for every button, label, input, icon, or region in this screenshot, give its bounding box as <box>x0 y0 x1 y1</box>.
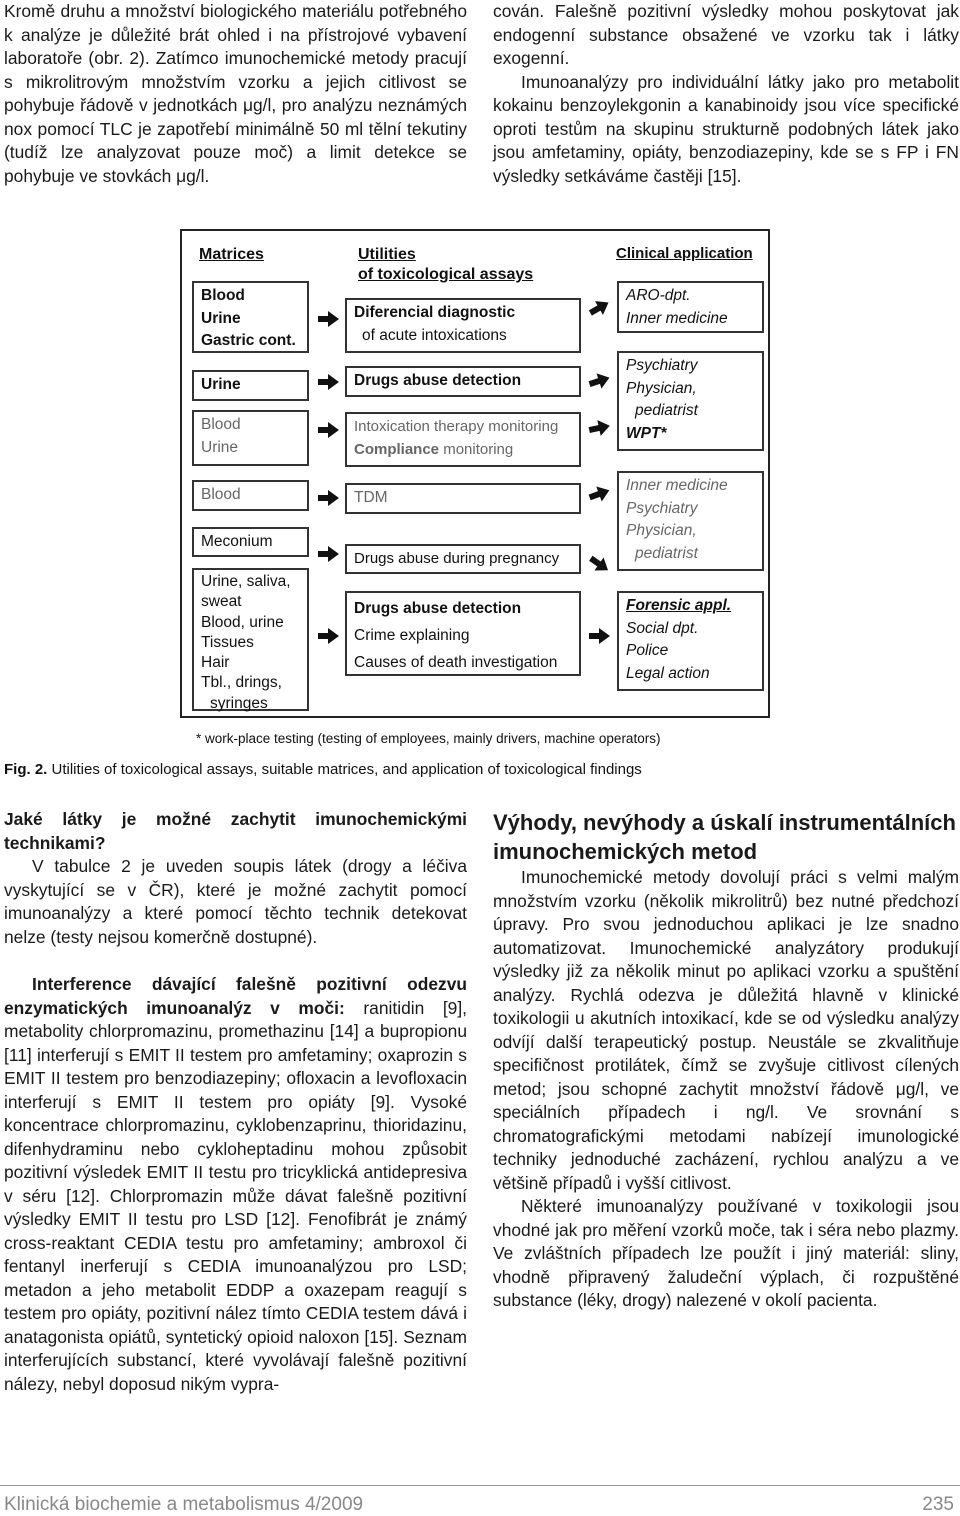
utility-box: Drugs abuse during pregnancy <box>345 544 581 574</box>
footer-divider <box>0 1485 960 1486</box>
matrix-box: Urine, saliva, sweat Blood, urine Tissues Hair Tbl., drings, syringes <box>192 568 309 711</box>
right-arrow-icon <box>585 481 614 506</box>
paragraph: V tabulce 2 je uveden soupis látek (drogy a léčiva vyskytující se v ČR), které je možné zachytit pomocí imunoanalýzy a které pomocí těchto technik detekovat nelze (testy nejsou komerčně dostupné). <box>4 856 467 947</box>
right-arrow-icon <box>316 627 340 645</box>
utility-box: TDM <box>345 483 581 514</box>
top-left-column <box>4 0 467 188</box>
matrix-box: Blood Urine <box>192 410 309 466</box>
top-right-column <box>493 0 959 188</box>
right-arrow-icon <box>587 627 611 645</box>
footer-journal: Klinická biochemie a metabolismus 4/2009 <box>4 1494 364 1515</box>
paragraph: Interference dávající falešně pozitivní odezvu enzymatických imunoanalýz v moči: ranitidin [9], metabolity chlorpromazinu, promethazinu [14] a bupropionu [11] interferují s EMIT II testem pro amfetaminy; oxaprozin s EMIT II testem pro benzodiazepiny; ofloxacin a levofloxacin interferují s EMIT II testem pro opiáty [9]. Vysoké koncentrace chlorpromazinu, cyklobenzaprinu, thioridazinu, difenhydraminu nebo cykloheptadinu mohou způsobit pozitivní výsledek EMIT II testu pro tricyklická antidepresiva v séru [12]. Chlorpromazin může dávat falešně pozitivní výsledky EMIT II testu pro LSD [12]. Fenofibrát je známý cross-reaktant CEDIA testu pro amfetaminy; ambroxol či fentanyl inerferují s CEDIA imunoanalýzou pro LSD; metadon a jeho metabolit EDDP a oxazepam reagují s testem pro opiáty, pozitivní nález tímto CEDIA testem dává i anatagonista opiátů, syntetický opioid naloxon [15]. Seznam interferujících substancí, které vyvolávají falešně pozitivní nálezy, nebyl doposud nikým vypra- <box>4 974 468 1394</box>
right-arrow-icon <box>316 310 340 328</box>
bottom-right-column <box>493 808 959 1313</box>
page-number: 235 <box>922 1494 954 1515</box>
matrix-box: Meconium <box>192 527 309 557</box>
utilities-header: Utilities of toxicological assays <box>358 246 534 283</box>
clinical-box: Psychiatry Physician, pediatrist WPT* <box>617 351 764 451</box>
paragraph: Imunoanalýzy pro individuální látky jako pro metabolit kokainu benzoylekgonin a kanabinoidy jsou více specifické oproti testům na skupinu strukturně podobných látek jako jsou amfetaminy, opiáty, benzodiazepiny, kde se s FP i FN výsledky setkáváme častěji [15]. <box>493 71 959 186</box>
right-arrow-icon <box>585 369 613 394</box>
figure-caption: Fig. 2. Utilities of toxicological assays, suitable matrices, and application of toxicological findings <box>4 761 642 778</box>
matrix-box: Blood <box>192 480 309 511</box>
figure-footnote: * work-place testing (testing of employees, mainly drivers, machine operators) <box>196 731 661 746</box>
utility-box: Diferencial diagnostic of acute intoxications <box>345 298 581 353</box>
right-arrow-icon <box>316 489 340 507</box>
matrices-header: Matrices <box>199 246 264 263</box>
matrix-box: Blood Urine Gastric cont. <box>192 281 309 353</box>
matrix-box: Urine <box>192 370 309 401</box>
section-heading: Výhody, nevýhody a úskalí instrumentálních imunochemických metod <box>493 810 956 864</box>
paragraph: cován. Falešně pozitivní výsledky mohou poskytovat jak endogenní substance obsažené ve vzorku tak i látky exogenní. <box>493 1 959 68</box>
bottom-left-column <box>4 808 467 1396</box>
clinical-box: Inner medicine Psychiatry Physician, pediatrist <box>617 471 764 571</box>
clinical-box: ARO-dpt. Inner medicine <box>617 281 764 333</box>
clinical-box: Forensic appl. Social dpt. Police Legal action <box>617 591 764 691</box>
paragraph: Některé imunoanalýzy používané v toxikologii jsou vhodné jak pro měření vzorků moče, tak i séra nebo plazmy. Ve zvláštních případech lze použít i jiný materiál: sliny, vhodně připravený žaludeční výplach, či rozpuštěné substance (léky, drogy) nalezené v okolí pacienta. <box>493 1196 959 1310</box>
right-arrow-icon <box>316 545 340 563</box>
question-heading: Jaké látky je možné zachytit imunochemickými technikami? <box>4 809 467 853</box>
utility-box: Intoxication therapy monitoring Compliance monitoring <box>345 412 581 467</box>
right-arrow-icon <box>316 373 340 391</box>
clinical-header: Clinical application <box>616 245 753 262</box>
right-arrow-icon <box>584 294 614 322</box>
paragraph: Kromě druhu a množství biologického materiálu potřebného k analýze je důležité brát ohled i na přístrojové vybavení laboratoře (obr. 2). Zatímco imunochemické metody pracují s mikrolitrovým množstvím vzorku a jejich citlivost se pohybuje řádově v jednotkách μg/l, pro analýzu neznámých nox pomocí TLC je zapotřebí minimálně 50 ml tělní tekutiny (tudíž lze analyzovat pouze moč) a limit detekce se pohybuje ve stovkách μg/l. <box>4 1 467 186</box>
utility-box: Drugs abuse detection Crime explaining Causes of death investigation <box>345 591 581 676</box>
figure-diagram <box>180 229 770 718</box>
right-arrow-icon <box>585 417 612 440</box>
paragraph: Imunochemické metody dovolují práci s velmi malým množstvím vzorku (několik mikrolitrů) bez nutné předchozí úpravy. Pro svou jednoduchou aplikaci je lze snadno automatizovat. Imunochemické analyzátory produkují výsledky již za několik minut po aplikaci vzorku a spuštění analýzy. Rychlá odezva je důležitá hlavně v klinické toxikologii u akutních intoxikací, kde se od výsledku analýzy odvíjí další terapeutický postup. Neustále se zkvalitňuje specifičnost protilátek, čímž se zvyšuje citlivost cílených metod; jsou schopné zachytit množství řádově μg/l, ve speciálních případech i ng/l. Ve srovnání s chromatografickými metodami nabízejí imunologické techniky jednoduché zacházení, rychlou analýzu a ve většině případů i vyšší citlivost. <box>493 867 959 1193</box>
utility-box: Drugs abuse detection <box>345 366 581 397</box>
right-arrow-icon <box>316 421 340 439</box>
right-arrow-icon <box>584 550 614 579</box>
